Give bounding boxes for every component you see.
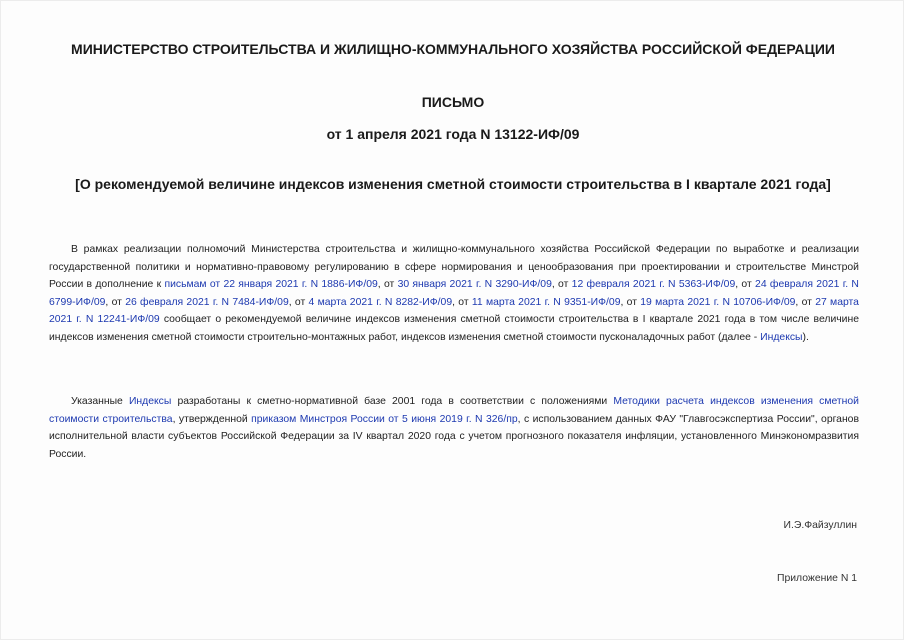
indices-link[interactable]: Индексы <box>760 331 803 343</box>
letter-link-2[interactable]: 30 января 2021 г. N 3290-ИФ/09 <box>397 279 552 291</box>
attachment-label: Приложение N 1 <box>777 573 857 584</box>
document-date-number: от 1 апреля 2021 года N 13122-ИФ/09 <box>326 126 580 142</box>
letter-link-6[interactable]: 4 марта 2021 г. N 8282-ИФ/09 <box>308 296 453 308</box>
order-link[interactable]: приказом Минстроя России от 5 июня 2019 г. N 326/пр <box>251 413 518 425</box>
methodology-link[interactable]: Методики расчета индексов изменения сметной стоимости строительства <box>49 396 859 425</box>
letter-link-8[interactable]: 19 марта 2021 г. N 10706-ИФ/09 <box>640 296 796 308</box>
indices-link-2[interactable]: Индексы <box>128 396 172 407</box>
signature: И.Э.Файзуллин <box>783 520 857 531</box>
text: В рамках реализации полномочий Министерства строительства и жилищно-коммунального хозяйства Российской Федерации по выработке и реализации государственной политики и нормативно-правовому регулированию в сфере нормирования и ценообразования при проектировании и строительстве Минстрой России в дополнение к <box>49 244 859 291</box>
letter-link-7[interactable]: 11 марта 2021 г. N 9351-ИФ/09 <box>471 296 621 308</box>
letter-link-4[interactable]: 24 февраля 2021 г. N 6799-ИФ/09 <box>49 279 859 308</box>
letter-link-1[interactable]: письмам от 22 января 2021 г. N 1886-ИФ/09 <box>164 279 378 291</box>
letter-link-9[interactable]: 27 марта 2021 г. N 12241-ИФ/09 <box>49 296 859 326</box>
document-subject: [О рекомендуемой величине индексов изменения сметной стоимости строительства в I квартале 2021 года] <box>75 176 831 192</box>
letter-link-3[interactable]: 12 февраля 2021 г. N 5363-ИФ/09 <box>571 279 736 291</box>
document-type: ПИСЬМО <box>421 94 485 110</box>
paragraph-2: Указанные Индексы разработаны к сметно-нормативной базе 2001 года в соответствии с положениями Методики расчета индексов изменения сметной стоимости строительства, утвержденной приказом Минстроя России от 5 июня 2019 г. N 326/пр, с использованием данных ФАУ "Главгосэкспертиза России", органов исполнительной власти субъектов Российской Федерации за IV квартал 2020 года с учетом прогнозного показателя инфляции, установленного Минэкономразвития России. <box>49 396 859 460</box>
letter-link-5[interactable]: 26 февраля 2021 г. N 7484-ИФ/09 <box>125 296 289 308</box>
paragraph-1: В рамках реализации полномочий Министерства строительства и жилищно-коммунального хозяйства Российской Федерации по выработке и реализации государственной политики и нормативно-правовому регулированию в сфере нормирования и ценообразования при проектировании и строительстве Минстрой России в дополнение к письмам от 22 января 2021 г. N 1886-ИФ/09, от 30 января 2021 г. N 3290-ИФ/09, от 12 февраля 2021 г. N 5363-ИФ/09, от 24 февраля 2021 г. N 6799-ИФ/09, от 26 февраля 2021 г. N 7484-ИФ/09, от 4 марта 2021 г. N 8282-ИФ/09, от 11 марта 2021 г. N 9351-ИФ/09, от 19 марта 2021 г. N 10706-ИФ/09, от 27 марта 2021 г. N 12241-ИФ/09 сообщает о рекомендуемой величине индексов изменения сметной стоимости строительства в I квартале 2021 года в том числе величине индексов изменения сметной стоимости строительно-монтажных работ, индексов изменения сметной стоимости пусконаладочных работ (далее - Индексы). <box>49 244 859 343</box>
organization-title: МИНИСТЕРСТВО СТРОИТЕЛЬСТВА И ЖИЛИЩНО-КОММУНАЛЬНОГО ХОЗЯЙСТВА РОССИЙСКОЙ ФЕДЕРАЦИИ <box>71 41 835 57</box>
